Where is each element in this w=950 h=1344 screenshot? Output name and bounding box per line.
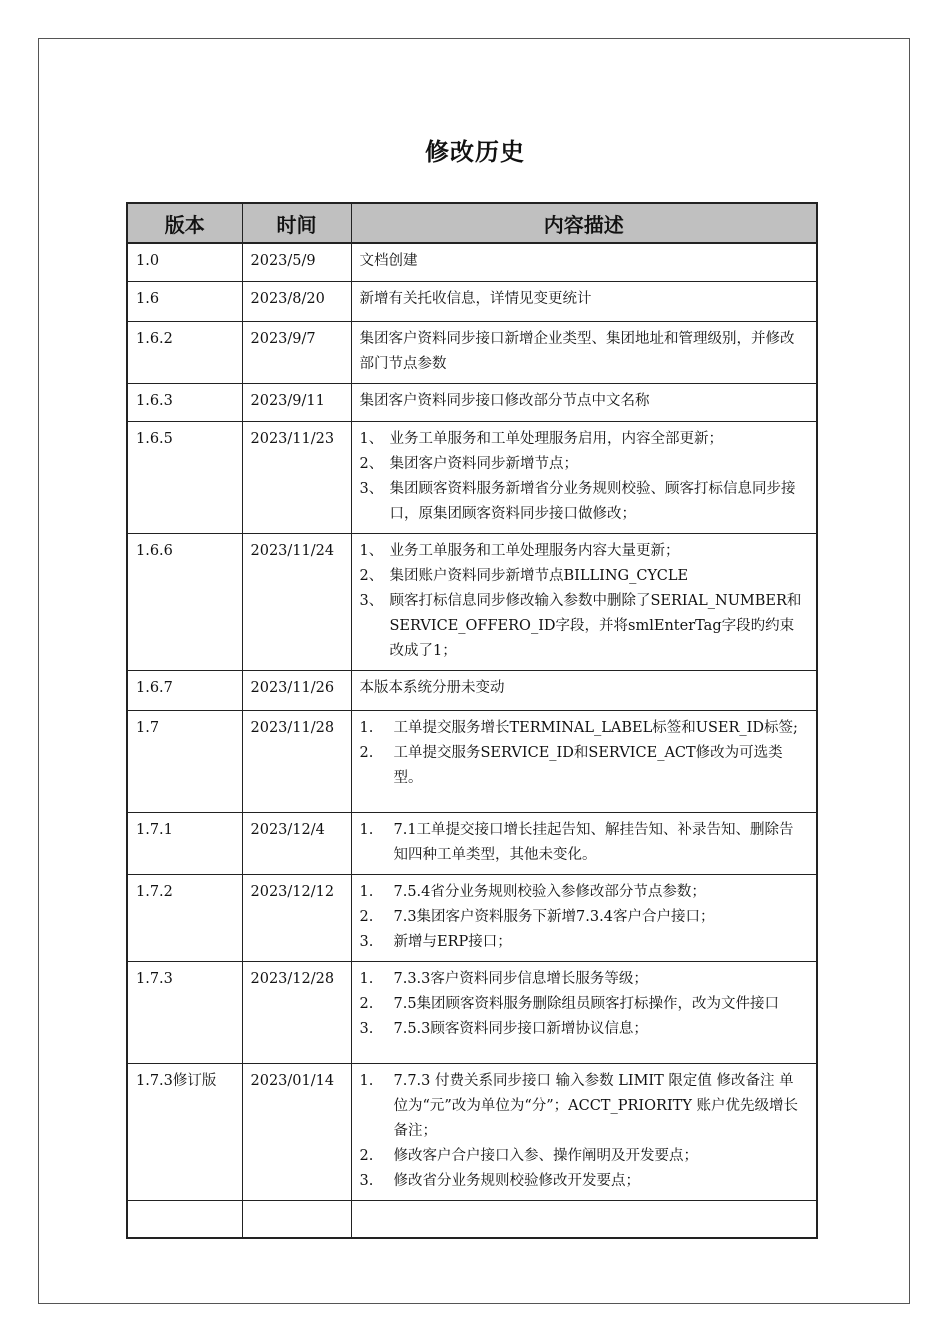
description-cell [351,1063,817,1200]
description-cell [351,281,817,321]
empty-cell [242,1200,351,1238]
description-item [360,880,809,905]
description-item [360,389,809,414]
version-cell: 1.7.2 [127,874,242,961]
date-cell: 2023/5/9 [242,243,351,281]
item-text: 新增与ERP接口； [393,933,512,950]
description-cell [351,710,817,812]
table-row [127,1063,817,1200]
version-cell: 1.7.3修订版 [127,1063,242,1200]
description-item [360,539,809,564]
item-text: 7.5集团顾客资料服务删除组员顾客打标操作，改为文件接口 [393,995,780,1012]
item-text: 文档创建 [359,253,418,269]
table-row [127,421,817,533]
date-cell: 2023/11/28 [242,710,351,812]
item-number: 1. [359,821,374,838]
description-cell [351,383,817,421]
empty-cell [351,1200,817,1238]
description-item [360,716,809,741]
description-item [360,741,809,791]
description-item [360,818,809,868]
item-text: 业务工单服务和工单处理服务内容大量更新； [389,542,680,559]
table-row [127,961,817,1063]
version-cell: 1.6.2 [127,321,242,383]
version-cell: 1.7.3 [127,961,242,1063]
description-cell [351,812,817,874]
date-cell: 2023/8/20 [242,281,351,321]
item-number: 2、 [359,567,384,584]
item-text: 业务工单服务和工单处理服务启用，内容全部更新； [389,430,723,447]
item-number: 2、 [359,455,384,472]
table-row [127,281,817,321]
date-cell: 2023/12/28 [242,961,351,1063]
item-number: 1. [359,1072,374,1089]
description-item [360,452,809,477]
date-cell: 2023/11/23 [242,421,351,533]
item-text: 集团客户资料同步新增节点； [389,455,578,472]
item-number: 1、 [359,542,384,559]
date-cell: 2023/9/7 [242,321,351,383]
table-row [127,321,817,383]
revision-history-table [126,202,818,1239]
item-number: 2. [359,995,374,1012]
version-cell: 1.6 [127,281,242,321]
description-item [360,427,809,452]
item-text: 工单提交服务SERVICE_ID和SERVICE_ACT修改为可选类型。 [393,744,783,786]
description-item [360,930,809,955]
table-row [127,243,817,281]
item-text: 7.5.3顾客资料同步接口新增协议信息； [393,1020,648,1037]
version-cell: 1.6.5 [127,421,242,533]
item-text: 修改省分业务规则校验修改开发要点； [393,1172,640,1189]
description-cell [351,533,817,670]
item-text: 7.5.4省分业务规则校验入参修改部分节点参数； [393,883,706,900]
item-text: 本版本系统分册未变动 [359,679,505,696]
description-item [360,1017,809,1042]
item-text: 7.7.3 付费关系同步接口 输入参数 LIMIT 限定值 修改备注 单位为“元”改为单位为“分”；ACCT_PRIORITY 账户优先级增长备注； [393,1072,799,1139]
version-cell: 1.6.7 [127,670,242,710]
version-cell: 1.0 [127,243,242,281]
description-item [360,1144,809,1169]
item-number: 3. [359,1020,374,1037]
description-item [360,287,809,312]
description-item [360,249,809,274]
item-number: 1、 [359,430,384,447]
description-item [360,1169,809,1194]
description-item [360,589,809,664]
table-header-row [127,203,817,243]
date-cell: 2023/11/24 [242,533,351,670]
item-number: 1. [359,970,374,987]
description-cell [351,321,817,383]
description-item [360,1069,809,1144]
version-cell: 1.7 [127,710,242,812]
date-cell: 2023/11/26 [242,670,351,710]
description-cell [351,874,817,961]
table-row [127,533,817,670]
date-cell: 2023/12/4 [242,812,351,874]
header-description: 内容描述 [351,203,817,243]
item-number: 2. [359,1147,374,1164]
item-text: 集团顾客资料服务新增省分业务规则校验、顾客打标信息同步接口，原集团顾客资料同步接口做修改； [389,480,796,522]
item-text: 新增有关托收信息，详情见变更统计 [359,290,592,307]
item-text: 顾客打标信息同步修改输入参数中删除了SERIAL_NUMBER和SERVICE_OFFERO_ID字段，并将smlEnterTag字段旳约束改成了1； [389,592,802,659]
header-version: 版本 [127,203,242,243]
date-cell: 2023/12/12 [242,874,351,961]
version-cell: 1.7.1 [127,812,242,874]
description-item [360,905,809,930]
description-cell [351,243,817,281]
item-number: 3、 [359,592,384,609]
version-cell: 1.6.6 [127,533,242,670]
item-number: 2. [359,908,374,925]
item-text: 集团客户资料同步接口修改部分节点中文名称 [359,392,650,409]
item-text: 7.3集团客户资料服务下新增7.3.4客户合户接口； [393,908,715,925]
header-time: 时间 [242,203,351,243]
item-text: 工单提交服务增长TERMINAL_LABEL标签和USER_ID标签; [393,719,798,736]
description-cell [351,421,817,533]
table-row [127,874,817,961]
empty-cell [127,1200,242,1238]
description-item [360,477,809,527]
item-number: 1. [359,883,374,900]
item-text: 修改客户合户接口入参、操作阐明及开发要点； [393,1147,698,1164]
description-item [360,564,809,589]
item-text: 集团客户资料同步接口新增企业类型、集团地址和管理级别，并修改部门节点参数 [359,330,795,372]
item-number: 1. [359,719,374,736]
table-row [127,812,817,874]
date-cell: 2023/01/14 [242,1063,351,1200]
item-number: 3、 [359,480,384,497]
version-cell: 1.6.3 [127,383,242,421]
description-cell [351,670,817,710]
table-row [127,383,817,421]
page-title: 修改历史 [425,138,525,166]
description-item [360,967,809,992]
item-number: 3. [359,933,374,950]
description-item [360,327,809,377]
item-number: 3. [359,1172,374,1189]
item-text: 7.3.3客户资料同步信息增长服务等级； [393,970,648,987]
empty-row [127,1200,817,1238]
item-text: 集团账户资料同步新增节点BILLING_CYCLE [389,567,689,584]
description-item [360,676,809,701]
description-item [360,992,809,1017]
table-row [127,670,817,710]
item-text: 7.1工单提交接口增长挂起告知、解挂告知、补录告知、删除告知四种工单类型，其他未变化。 [393,821,794,863]
description-cell [351,961,817,1063]
item-number: 2. [359,744,374,761]
date-cell: 2023/9/11 [242,383,351,421]
table-row [127,710,817,812]
